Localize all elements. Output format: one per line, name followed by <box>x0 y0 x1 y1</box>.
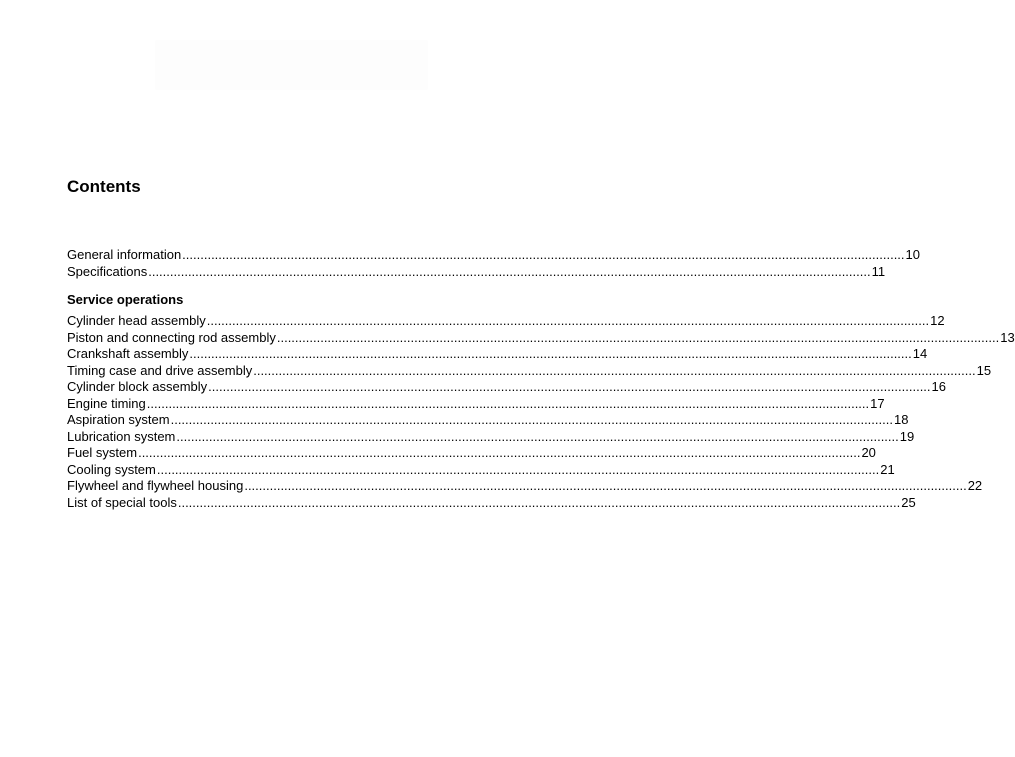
toc-entry[interactable] <box>67 329 1015 347</box>
toc-entry[interactable] <box>67 395 885 413</box>
toc-entry-page: 12 <box>930 313 945 328</box>
toc-entry[interactable] <box>67 412 909 429</box>
toc-entry[interactable] <box>67 494 916 512</box>
toc-entry[interactable] <box>67 247 921 264</box>
toc-entry-page: 14 <box>912 346 928 361</box>
toc-entry-label: Cylinder head assembly <box>67 313 206 328</box>
toc-dot-leader: ........................................................................................................................................................................................................ <box>138 445 861 460</box>
toc-entry-label: Fuel system <box>67 445 138 460</box>
toc-entry-label: Aspiration system <box>67 412 170 427</box>
toc-entry[interactable] <box>67 461 895 479</box>
toc-dot-leader: ........................................................................................................................................................................................................ <box>148 263 871 279</box>
toc-service-list <box>67 313 1015 511</box>
toc-entry[interactable] <box>67 313 945 330</box>
toc-entry-page: 17 <box>870 395 885 411</box>
header-placeholder <box>155 40 428 90</box>
toc-dot-leader: ........................................................................................................................................................................................................ <box>146 395 870 411</box>
toc-entry[interactable] <box>67 379 947 396</box>
toc-dot-leader: ........................................................................................................................................................................................................ <box>177 494 901 510</box>
toc-entry-label: Specifications <box>67 263 148 279</box>
toc-dot-leader: ........................................................................................................................................................................................................ <box>170 412 893 427</box>
toc-entry-label: List of special tools <box>67 494 177 510</box>
toc-entry-page: 19 <box>899 428 915 444</box>
section-heading-service: Service operations <box>67 292 184 307</box>
toc-general-list <box>67 247 921 280</box>
toc-entry[interactable] <box>67 445 876 462</box>
toc-entry-page: 21 <box>880 461 895 477</box>
toc-entry-page: 18 <box>893 412 909 427</box>
toc-entry-label: Flywheel and flywheel housing <box>67 478 244 493</box>
toc-entry-page: 11 <box>871 263 886 279</box>
toc-entry-label: Crankshaft assembly <box>67 346 189 361</box>
toc-entry-label: Cooling system <box>67 461 156 477</box>
page-title: Contents <box>67 177 141 196</box>
toc-dot-leader: ........................................................................................................................................................................................................ <box>182 247 905 262</box>
toc-entry-page: 22 <box>967 478 983 493</box>
toc-dot-leader: ........................................................................................................................................................................................................ <box>244 478 967 493</box>
toc-entry-label: Cylinder block assembly <box>67 379 208 394</box>
toc-entry[interactable] <box>67 263 886 281</box>
toc-entry-label: General information <box>67 247 182 262</box>
toc-entry-label: Engine timing <box>67 395 146 411</box>
toc-entry[interactable] <box>67 478 983 495</box>
toc-dot-leader: ........................................................................................................................................................................................................ <box>253 362 976 378</box>
toc-dot-leader: ........................................................................................................................................................................................................ <box>206 313 930 328</box>
toc-entry-page: 15 <box>976 362 992 378</box>
toc-entry[interactable] <box>67 362 992 380</box>
toc-entry-label: Timing case and drive assembly <box>67 362 253 378</box>
toc-entry-page: 13 <box>1000 329 1015 345</box>
toc-dot-leader: ........................................................................................................................................................................................................ <box>276 329 1000 345</box>
toc-dot-leader: ........................................................................................................................................................................................................ <box>189 346 912 361</box>
toc-dot-leader: ........................................................................................................................................................................................................ <box>156 461 880 477</box>
toc-entry-page: 16 <box>931 379 947 394</box>
toc-entry-page: 25 <box>901 494 916 510</box>
toc-entry-label: Piston and connecting rod assembly <box>67 329 276 345</box>
toc-dot-leader: ........................................................................................................................................................................................................ <box>176 428 899 444</box>
toc-entry[interactable] <box>67 428 915 446</box>
toc-entry-page: 20 <box>861 445 876 460</box>
toc-entry[interactable] <box>67 346 928 363</box>
toc-entry-page: 10 <box>905 247 921 262</box>
toc-entry-label: Lubrication system <box>67 428 176 444</box>
toc-dot-leader: ........................................................................................................................................................................................................ <box>208 379 931 394</box>
